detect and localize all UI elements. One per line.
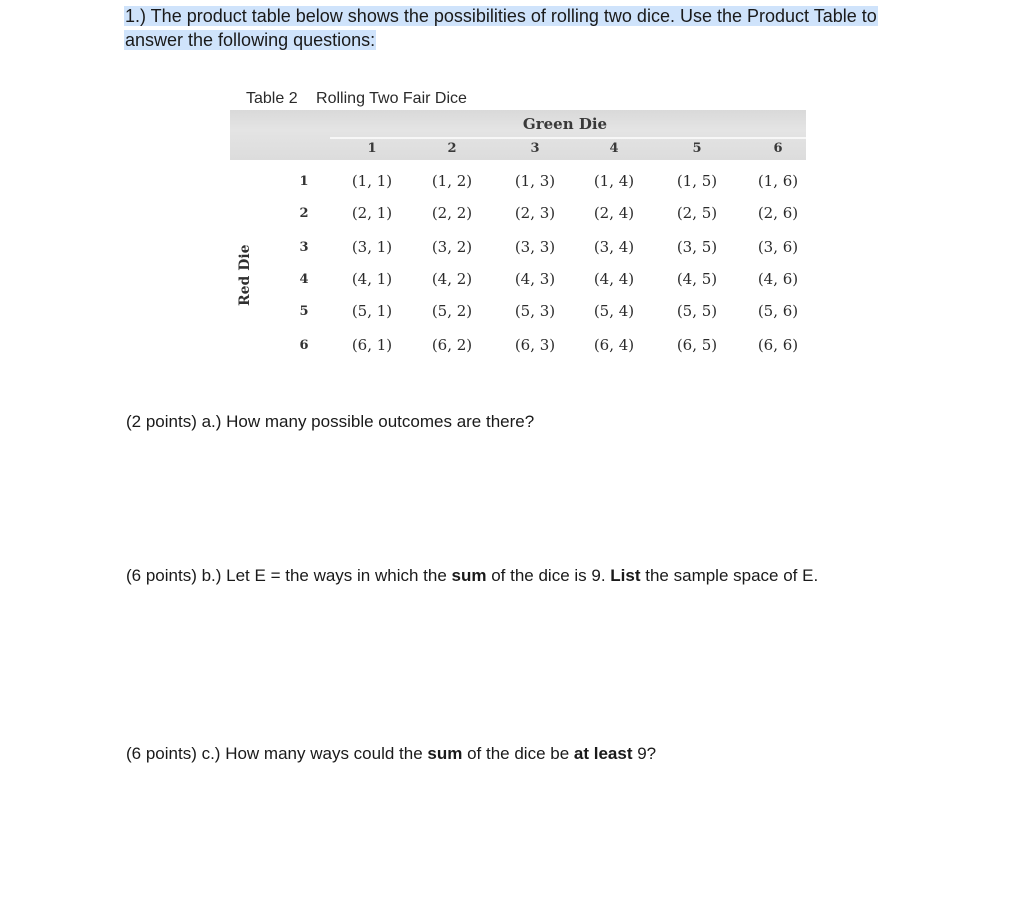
table-cell: (2, 1): [351, 204, 393, 222]
row-header: 2: [299, 206, 309, 221]
table-cell: (1, 6): [757, 172, 799, 190]
table-number: Table 2: [246, 90, 298, 107]
question-b: [126, 566, 818, 586]
table-cell: (4, 5): [676, 270, 718, 288]
question-c-pre: (6 points) c.) How many ways could the: [126, 744, 428, 763]
row-header: 3: [299, 240, 309, 255]
table-cell: (3, 2): [431, 238, 473, 256]
row-header: 5: [299, 304, 309, 319]
table-cell: (2, 3): [514, 204, 556, 222]
question-a-text: (2 points) a.) How many possible outcomes are there?: [126, 412, 535, 431]
table-cell: (3, 3): [514, 238, 556, 256]
question-a: [126, 412, 534, 432]
table-cell: (2, 2): [431, 204, 473, 222]
table-title: Rolling Two Fair Dice: [316, 90, 467, 107]
table-cell: (4, 6): [757, 270, 799, 288]
table-cell: (2, 6): [757, 204, 799, 222]
row-header: 4: [299, 272, 309, 287]
table-cell: (3, 5): [676, 238, 718, 256]
intro-line-1: 1.) The product table below shows the possibilities of rolling two dice. Use the Product Table to: [125, 6, 877, 26]
question-c-mid: of the dice be: [462, 744, 574, 763]
table-cell: (5, 2): [431, 302, 473, 320]
table-cell: (4, 2): [431, 270, 473, 288]
table-cell: (6, 4): [593, 336, 635, 354]
table-cell: (1, 2): [431, 172, 473, 190]
row-header: 1: [299, 174, 309, 189]
question-c: [126, 744, 656, 764]
question-c-bold-at-least: at least: [573, 744, 633, 763]
table-cell: (5, 1): [351, 302, 393, 320]
column-header: 1: [367, 141, 377, 156]
table-cell: (6, 2): [431, 336, 473, 354]
question-b-bold-sum: sum: [451, 566, 487, 585]
question-b-bold-list: List: [610, 566, 641, 585]
table-cell: (5, 3): [514, 302, 556, 320]
question-b-post: the sample space of E.: [640, 566, 819, 585]
table-cell: (3, 4): [593, 238, 635, 256]
column-header: 6: [773, 141, 783, 156]
table-cell: (6, 5): [676, 336, 718, 354]
header-rule: [330, 137, 806, 139]
question-b-mid: of the dice is 9.: [486, 566, 611, 585]
table-cell: (3, 6): [757, 238, 799, 256]
table-cell: (1, 3): [514, 172, 556, 190]
row-group-label: Red Die: [237, 244, 253, 306]
table-cell: (5, 4): [593, 302, 635, 320]
table-cell: (6, 6): [757, 336, 799, 354]
column-header: 3: [530, 141, 540, 156]
table-cell: (1, 5): [676, 172, 718, 190]
table-cell: (4, 4): [593, 270, 635, 288]
column-header: 4: [609, 141, 619, 156]
product-table: [230, 110, 810, 366]
table-cell: (5, 5): [676, 302, 718, 320]
table-cell: (5, 6): [757, 302, 799, 320]
question-c-bold-sum: sum: [427, 744, 463, 763]
row-header: 6: [299, 338, 309, 353]
table-cell: (3, 1): [351, 238, 393, 256]
table-cell: (2, 4): [593, 204, 635, 222]
column-header: 5: [692, 141, 702, 156]
table-cell: (6, 1): [351, 336, 393, 354]
table-caption: [246, 90, 467, 108]
question-b-pre: (6 points) b.) Let E = the ways in which the: [126, 566, 452, 585]
column-header: 2: [447, 141, 457, 156]
table-cell: (2, 5): [676, 204, 718, 222]
question-c-post: 9?: [632, 744, 657, 763]
table-cell: (4, 3): [514, 270, 556, 288]
intro-line-2: answer the following questions:: [125, 30, 376, 50]
table-cell: (1, 4): [593, 172, 635, 190]
table-cell: (1, 1): [351, 172, 393, 190]
problem-intro: [124, 4, 878, 52]
table-cell: (4, 1): [351, 270, 393, 288]
column-group-label: Green Die: [522, 115, 608, 133]
table-cell: (6, 3): [514, 336, 556, 354]
